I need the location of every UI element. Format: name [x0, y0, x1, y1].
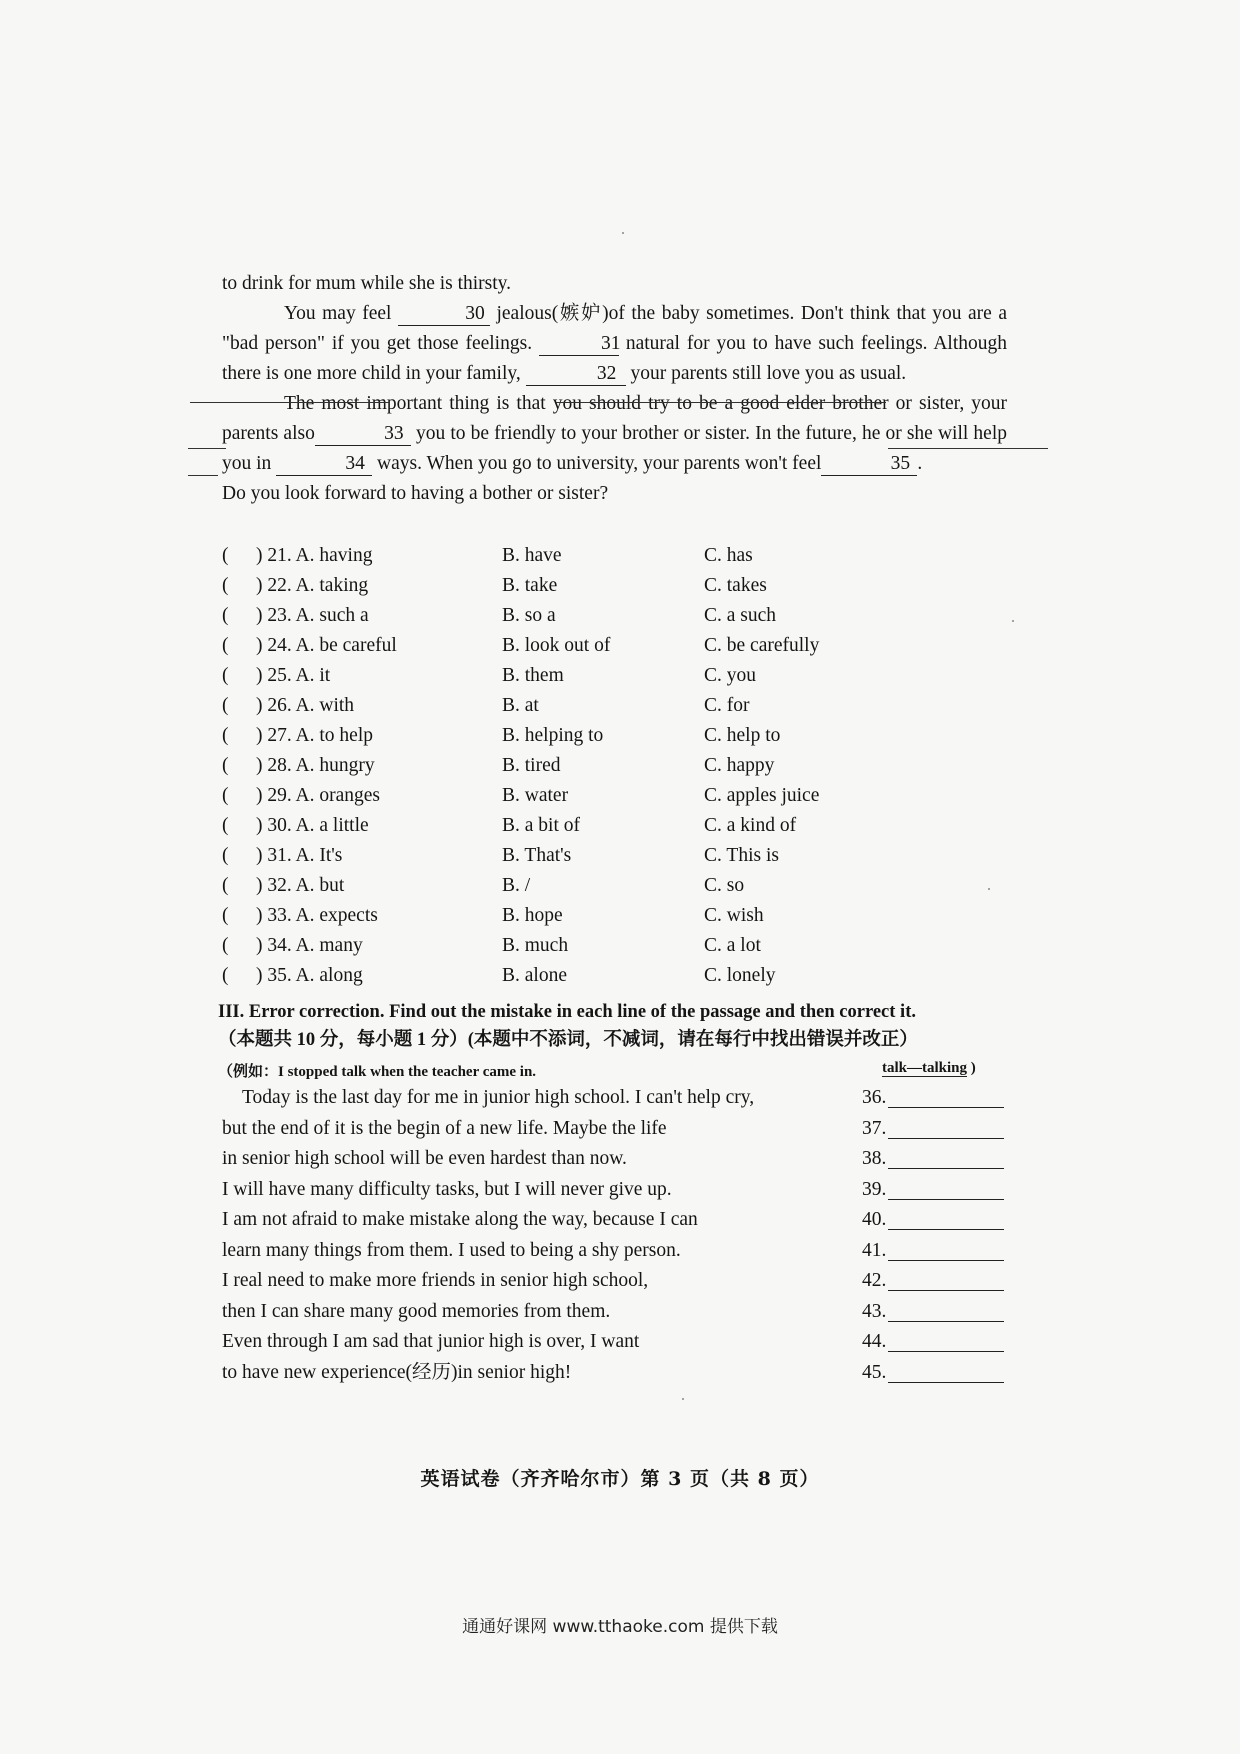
answer-blank[interactable]: [888, 1260, 1004, 1261]
error-line-text: Today is the last day for me in junior high school. I can't help cry,: [242, 1087, 755, 1108]
option-b[interactable]: B. That's: [502, 845, 572, 866]
example-close: ): [970, 1060, 976, 1076]
answer-paren[interactable]: (: [222, 875, 229, 896]
answer-paren[interactable]: (: [222, 545, 229, 566]
option-a[interactable]: ) 25. A. it: [256, 665, 331, 686]
option-row: [222, 841, 982, 871]
scan-speck: [682, 1398, 684, 1400]
error-line-text: but the end of it is the begin of a new life. Maybe the life: [222, 1117, 667, 1139]
option-row: [222, 961, 982, 991]
error-line-text: Even through I am sad that junior high is over, I want: [222, 1331, 640, 1352]
option-row: [222, 721, 982, 751]
option-b[interactable]: B. much: [502, 935, 569, 956]
answer-paren[interactable]: (: [222, 605, 229, 626]
answer-blank[interactable]: [888, 1107, 1004, 1108]
section-3-note: （本题共 10 分，每小题 1 分）(本题中不添词，不减词，请在每行中找出错误并改正）: [218, 1030, 918, 1050]
scan-line: [888, 448, 1048, 449]
scan-speck: [988, 888, 990, 890]
option-b[interactable]: B. have: [502, 545, 562, 566]
answer-paren[interactable]: (: [222, 575, 229, 596]
option-c[interactable]: C. help to: [704, 725, 781, 746]
option-a[interactable]: ) 33. A. expects: [256, 905, 378, 926]
option-a[interactable]: ) 22. A. taking: [256, 575, 369, 596]
answer-paren[interactable]: (: [222, 635, 229, 656]
section-3-header: [218, 998, 1008, 1054]
option-c[interactable]: C. wish: [704, 905, 764, 926]
answer-paren[interactable]: (: [222, 815, 229, 836]
passage-paragraph-1: [222, 299, 1007, 389]
option-c[interactable]: C. a such: [704, 605, 777, 626]
error-line-text: in senior high school will be even hardest than now.: [222, 1148, 627, 1169]
blank-30[interactable]: 30: [398, 303, 490, 326]
option-b[interactable]: B. look out of: [502, 635, 611, 656]
answer-number: 39.: [862, 1178, 887, 1200]
page-footer: 英语试卷（齐齐哈尔市）第 3 页（共 8 页）: [420, 1468, 820, 1490]
answer-blank[interactable]: [888, 1351, 1004, 1352]
option-a[interactable]: ) 28. A. hungry: [256, 755, 375, 776]
option-a[interactable]: ) 27. A. to help: [256, 725, 373, 746]
answer-number: 38.: [862, 1148, 887, 1169]
answer-paren[interactable]: (: [222, 755, 229, 776]
option-row: [222, 781, 982, 811]
answer-number: 43.: [862, 1300, 887, 1322]
text-run: you to be friendly to your brother or sister. In the future, he or she will help you in: [222, 423, 1007, 474]
passage-paragraph-3: Do you look forward to having a bother or sister?: [222, 483, 609, 504]
option-row: [222, 631, 982, 661]
option-row: [222, 661, 982, 691]
option-a[interactable]: ) 26. A. with: [256, 695, 355, 716]
option-a[interactable]: ) 30. A. a little: [256, 815, 369, 836]
answer-blank[interactable]: [888, 1321, 1004, 1322]
option-a[interactable]: ) 31. A. It's: [256, 845, 343, 866]
option-row: [222, 601, 982, 631]
option-c[interactable]: C. you: [704, 665, 757, 686]
answer-number: 36.: [862, 1087, 887, 1108]
option-b[interactable]: B. hope: [502, 905, 563, 926]
blank-32[interactable]: 32: [526, 363, 626, 386]
option-a[interactable]: ) 29. A. oranges: [256, 785, 381, 806]
blank-35[interactable]: 35: [821, 453, 917, 476]
option-row: [222, 811, 982, 841]
text-run: The most important thing is that you should try to be a good elder brother or sister, your parents also: [222, 393, 1007, 444]
option-row: [222, 751, 982, 781]
text-run: jealous(嫉妒)of the baby sometimes. Don't think that you are a "bad person" if you get those feelings.: [222, 303, 1007, 354]
error-example: （例如：I stopped talk when the teacher came in.: [218, 1064, 537, 1080]
error-line: [222, 1327, 1012, 1358]
option-b[interactable]: B. water: [502, 785, 569, 806]
error-line: [222, 1114, 1012, 1145]
option-a[interactable]: ) 23. A. such a: [256, 605, 369, 626]
answer-blank[interactable]: [888, 1290, 1004, 1291]
download-credit: 通通好课网 www.tthaoke.com 提供下载: [462, 1617, 778, 1637]
option-a[interactable]: ) 35. A. along: [256, 965, 363, 986]
text-run: your parents still love you as usual.: [625, 363, 907, 384]
text-run: You may feel: [284, 303, 398, 324]
option-b[interactable]: B. /: [502, 875, 531, 896]
answer-blank[interactable]: [888, 1199, 1004, 1200]
error-line: [222, 1236, 1012, 1267]
option-c[interactable]: C. happy: [704, 755, 775, 776]
error-line-text: I will have many difficulty tasks, but I will never give up.: [222, 1178, 672, 1200]
option-b[interactable]: B. alone: [502, 965, 567, 986]
cloze-passage: [222, 269, 1007, 509]
scan-line: [556, 402, 886, 403]
option-a[interactable]: ) 24. A. be careful: [256, 635, 397, 656]
multiple-choice-options: [222, 541, 982, 991]
option-c[interactable]: C. a kind of: [704, 815, 797, 836]
option-row: [222, 931, 982, 961]
blank-31[interactable]: 31: [539, 333, 619, 356]
error-line-text: learn many things from them. I used to being a shy person.: [222, 1239, 681, 1261]
error-line-text: to have new experience(经历)in senior high!: [222, 1361, 572, 1383]
error-line-text: I real need to make more friends in senior high school,: [222, 1270, 649, 1291]
option-row: [222, 691, 982, 721]
answer-paren[interactable]: (: [222, 785, 229, 806]
option-row: [222, 901, 982, 931]
answer-blank[interactable]: [888, 1382, 1004, 1383]
option-c[interactable]: C. so: [704, 875, 745, 896]
passage-line-top: to drink for mum while she is thirsty.: [222, 273, 512, 294]
answer-paren[interactable]: (: [222, 845, 229, 866]
option-b[interactable]: B. so a: [502, 605, 556, 626]
error-line: [222, 1297, 1012, 1328]
scan-speck: [1012, 620, 1014, 622]
answer-number: 42.: [862, 1270, 887, 1291]
answer-paren[interactable]: (: [222, 695, 229, 716]
option-b[interactable]: B. at: [502, 695, 539, 716]
error-line: [222, 1083, 1012, 1114]
error-line-text: then I can share many good memories from them.: [222, 1300, 611, 1322]
answer-number: 37.: [862, 1117, 887, 1139]
answer-number: 44.: [862, 1331, 887, 1352]
answer-paren[interactable]: (: [222, 965, 229, 986]
error-example-answer: [882, 1060, 976, 1077]
answer-paren[interactable]: (: [222, 725, 229, 746]
blank-34[interactable]: 34: [276, 453, 372, 476]
text-run: .: [917, 453, 923, 474]
option-b[interactable]: B. tired: [502, 755, 561, 776]
text-run: natural for you to have such feelings. Although there is one more child in your family,: [222, 333, 1008, 384]
error-line-text: I am not afraid to make mistake along the way, because I can: [222, 1209, 698, 1230]
answer-number: 40.: [862, 1209, 887, 1230]
error-correction-lines: [222, 1083, 1012, 1388]
option-a[interactable]: ) 32. A. but: [256, 875, 345, 896]
answer-number: 41.: [862, 1239, 887, 1261]
error-line: [222, 1205, 1012, 1236]
option-c[interactable]: C. This is: [704, 845, 779, 866]
scan-speck: [622, 232, 624, 234]
option-row: [222, 871, 982, 901]
error-line: [222, 1266, 1012, 1297]
answer-blank[interactable]: [888, 1229, 1004, 1230]
scan-line: [188, 475, 218, 476]
option-a[interactable]: ) 34. A. many: [256, 935, 363, 956]
error-line: [222, 1175, 1012, 1206]
text-run: ways. When you go to university, your parents won't feel: [372, 453, 822, 474]
option-c[interactable]: C. be carefully: [704, 635, 820, 656]
option-b[interactable]: B. a bit of: [502, 815, 580, 836]
option-b[interactable]: B. helping to: [502, 725, 604, 746]
answer-number: 45.: [862, 1361, 887, 1383]
answer-blank[interactable]: [888, 1138, 1004, 1139]
option-c[interactable]: C. lonely: [704, 965, 776, 986]
answer-paren[interactable]: (: [222, 905, 229, 926]
option-c[interactable]: C. for: [704, 695, 750, 716]
option-b[interactable]: B. take: [502, 575, 558, 596]
option-row: [222, 571, 982, 601]
scan-line: [190, 402, 390, 403]
option-c[interactable]: C. apples juice: [704, 785, 820, 806]
option-c[interactable]: C. takes: [704, 575, 767, 596]
scan-line: [188, 448, 226, 449]
blank-33[interactable]: 33: [315, 423, 411, 446]
option-row: [222, 541, 982, 571]
error-line: [222, 1144, 1012, 1175]
answer-blank[interactable]: [888, 1168, 1004, 1169]
example-answer-text: talk—talking: [882, 1060, 968, 1076]
option-b[interactable]: B. them: [502, 665, 564, 686]
section-3-title: III. Error correction. Find out the mistake in each line of the passage and then correct it.: [218, 1002, 916, 1022]
option-a[interactable]: ) 21. A. having: [256, 545, 373, 566]
answer-paren[interactable]: (: [222, 665, 229, 686]
option-c[interactable]: C. has: [704, 545, 753, 566]
answer-paren[interactable]: (: [222, 935, 229, 956]
error-line: [222, 1358, 1012, 1389]
option-c[interactable]: C. a lot: [704, 935, 761, 956]
